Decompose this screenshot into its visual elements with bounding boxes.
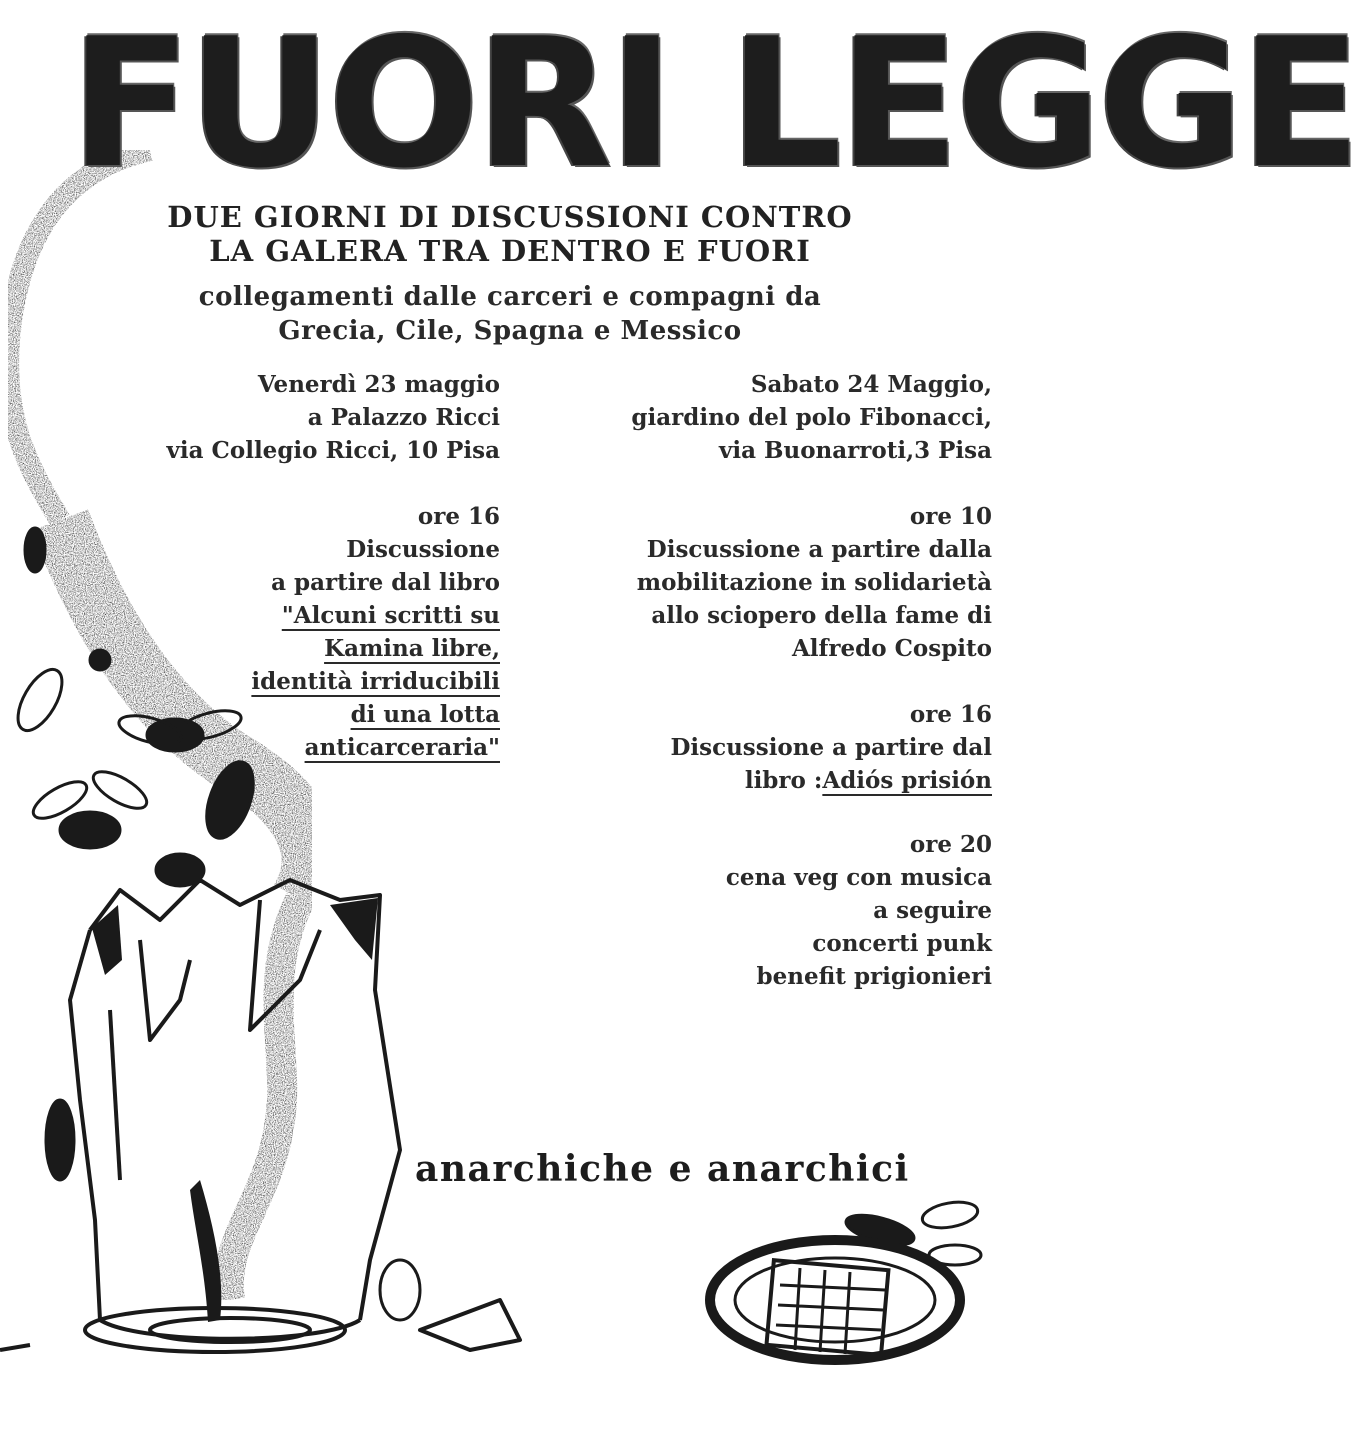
saturday-evening-time: ore 20 bbox=[909, 831, 992, 858]
subheadline bbox=[90, 280, 930, 348]
friday-book-line: Kamina libre, bbox=[324, 635, 500, 662]
headline-line: LA GALERA TRA DENTRO E FUORI bbox=[209, 234, 811, 268]
poster-title: FUORI LEGGE bbox=[70, 0, 1358, 207]
saturday-evening-line: concerti punk bbox=[812, 930, 992, 957]
headline-line: DUE GIORNI DI DISCUSSIONI CONTRO bbox=[167, 200, 853, 234]
friday-time: ore 16 bbox=[417, 503, 500, 530]
friday-program bbox=[251, 500, 500, 764]
saturday-afternoon-time: ore 16 bbox=[909, 701, 992, 728]
friday-date: Venerdì 23 maggio bbox=[257, 371, 500, 398]
headline bbox=[90, 200, 930, 268]
saturday-evening-line: a seguire bbox=[873, 897, 992, 924]
saturday-morning-line: Discussione a partire dalla bbox=[646, 536, 992, 563]
saturday-venue bbox=[631, 368, 992, 467]
friday-address: via Collegio Ricci, 10 Pisa bbox=[166, 437, 500, 464]
friday-book-line: "Alcuni scritti su bbox=[281, 602, 500, 629]
saturday-evening-line: benefit prigionieri bbox=[756, 963, 992, 990]
saturday-place: giardino del polo Fibonacci, bbox=[631, 404, 992, 431]
saturday-evening bbox=[726, 828, 992, 993]
subheadline-line: Grecia, Cile, Spagna e Messico bbox=[278, 316, 742, 346]
friday-book-line: identità irriducibili bbox=[251, 668, 500, 695]
saturday-morning-time: ore 10 bbox=[909, 503, 992, 530]
saturday-afternoon-book-line bbox=[670, 764, 992, 797]
saturday-evening-line: cena veg con musica bbox=[725, 864, 992, 891]
subheadline-line: collegamenti dalle carceri e compagni da bbox=[198, 282, 822, 312]
friday-book-line: di una lotta bbox=[350, 701, 500, 728]
footer-signature: anarchiche e anarchici bbox=[415, 1148, 910, 1190]
friday-book-line: anticarceraria" bbox=[304, 734, 500, 761]
friday-venue bbox=[167, 368, 500, 467]
book-prefix: libro : bbox=[744, 767, 823, 794]
saturday-address: via Buonarroti,3 Pisa bbox=[719, 437, 992, 464]
plate-illustration bbox=[710, 1240, 960, 1360]
saturday-afternoon-line: Discussione a partire dal bbox=[670, 734, 992, 761]
friday-place: a Palazzo Ricci bbox=[307, 404, 500, 431]
saturday-morning bbox=[637, 500, 992, 665]
book-title: Adiós prisión bbox=[822, 767, 992, 794]
friday-intro-line: a partire dal libro bbox=[271, 569, 500, 596]
saturday-morning-line: allo sciopero della fame di bbox=[651, 602, 992, 629]
friday-intro-line: Discussione bbox=[346, 536, 500, 563]
saturday-morning-line: mobilitazione in solidarietà bbox=[636, 569, 992, 596]
saturday-date: Sabato 24 Maggio, bbox=[750, 371, 992, 398]
saturday-morning-line: Alfredo Cospito bbox=[791, 635, 992, 662]
saturday-afternoon bbox=[670, 698, 992, 797]
jar-illustration bbox=[0, 880, 520, 1352]
